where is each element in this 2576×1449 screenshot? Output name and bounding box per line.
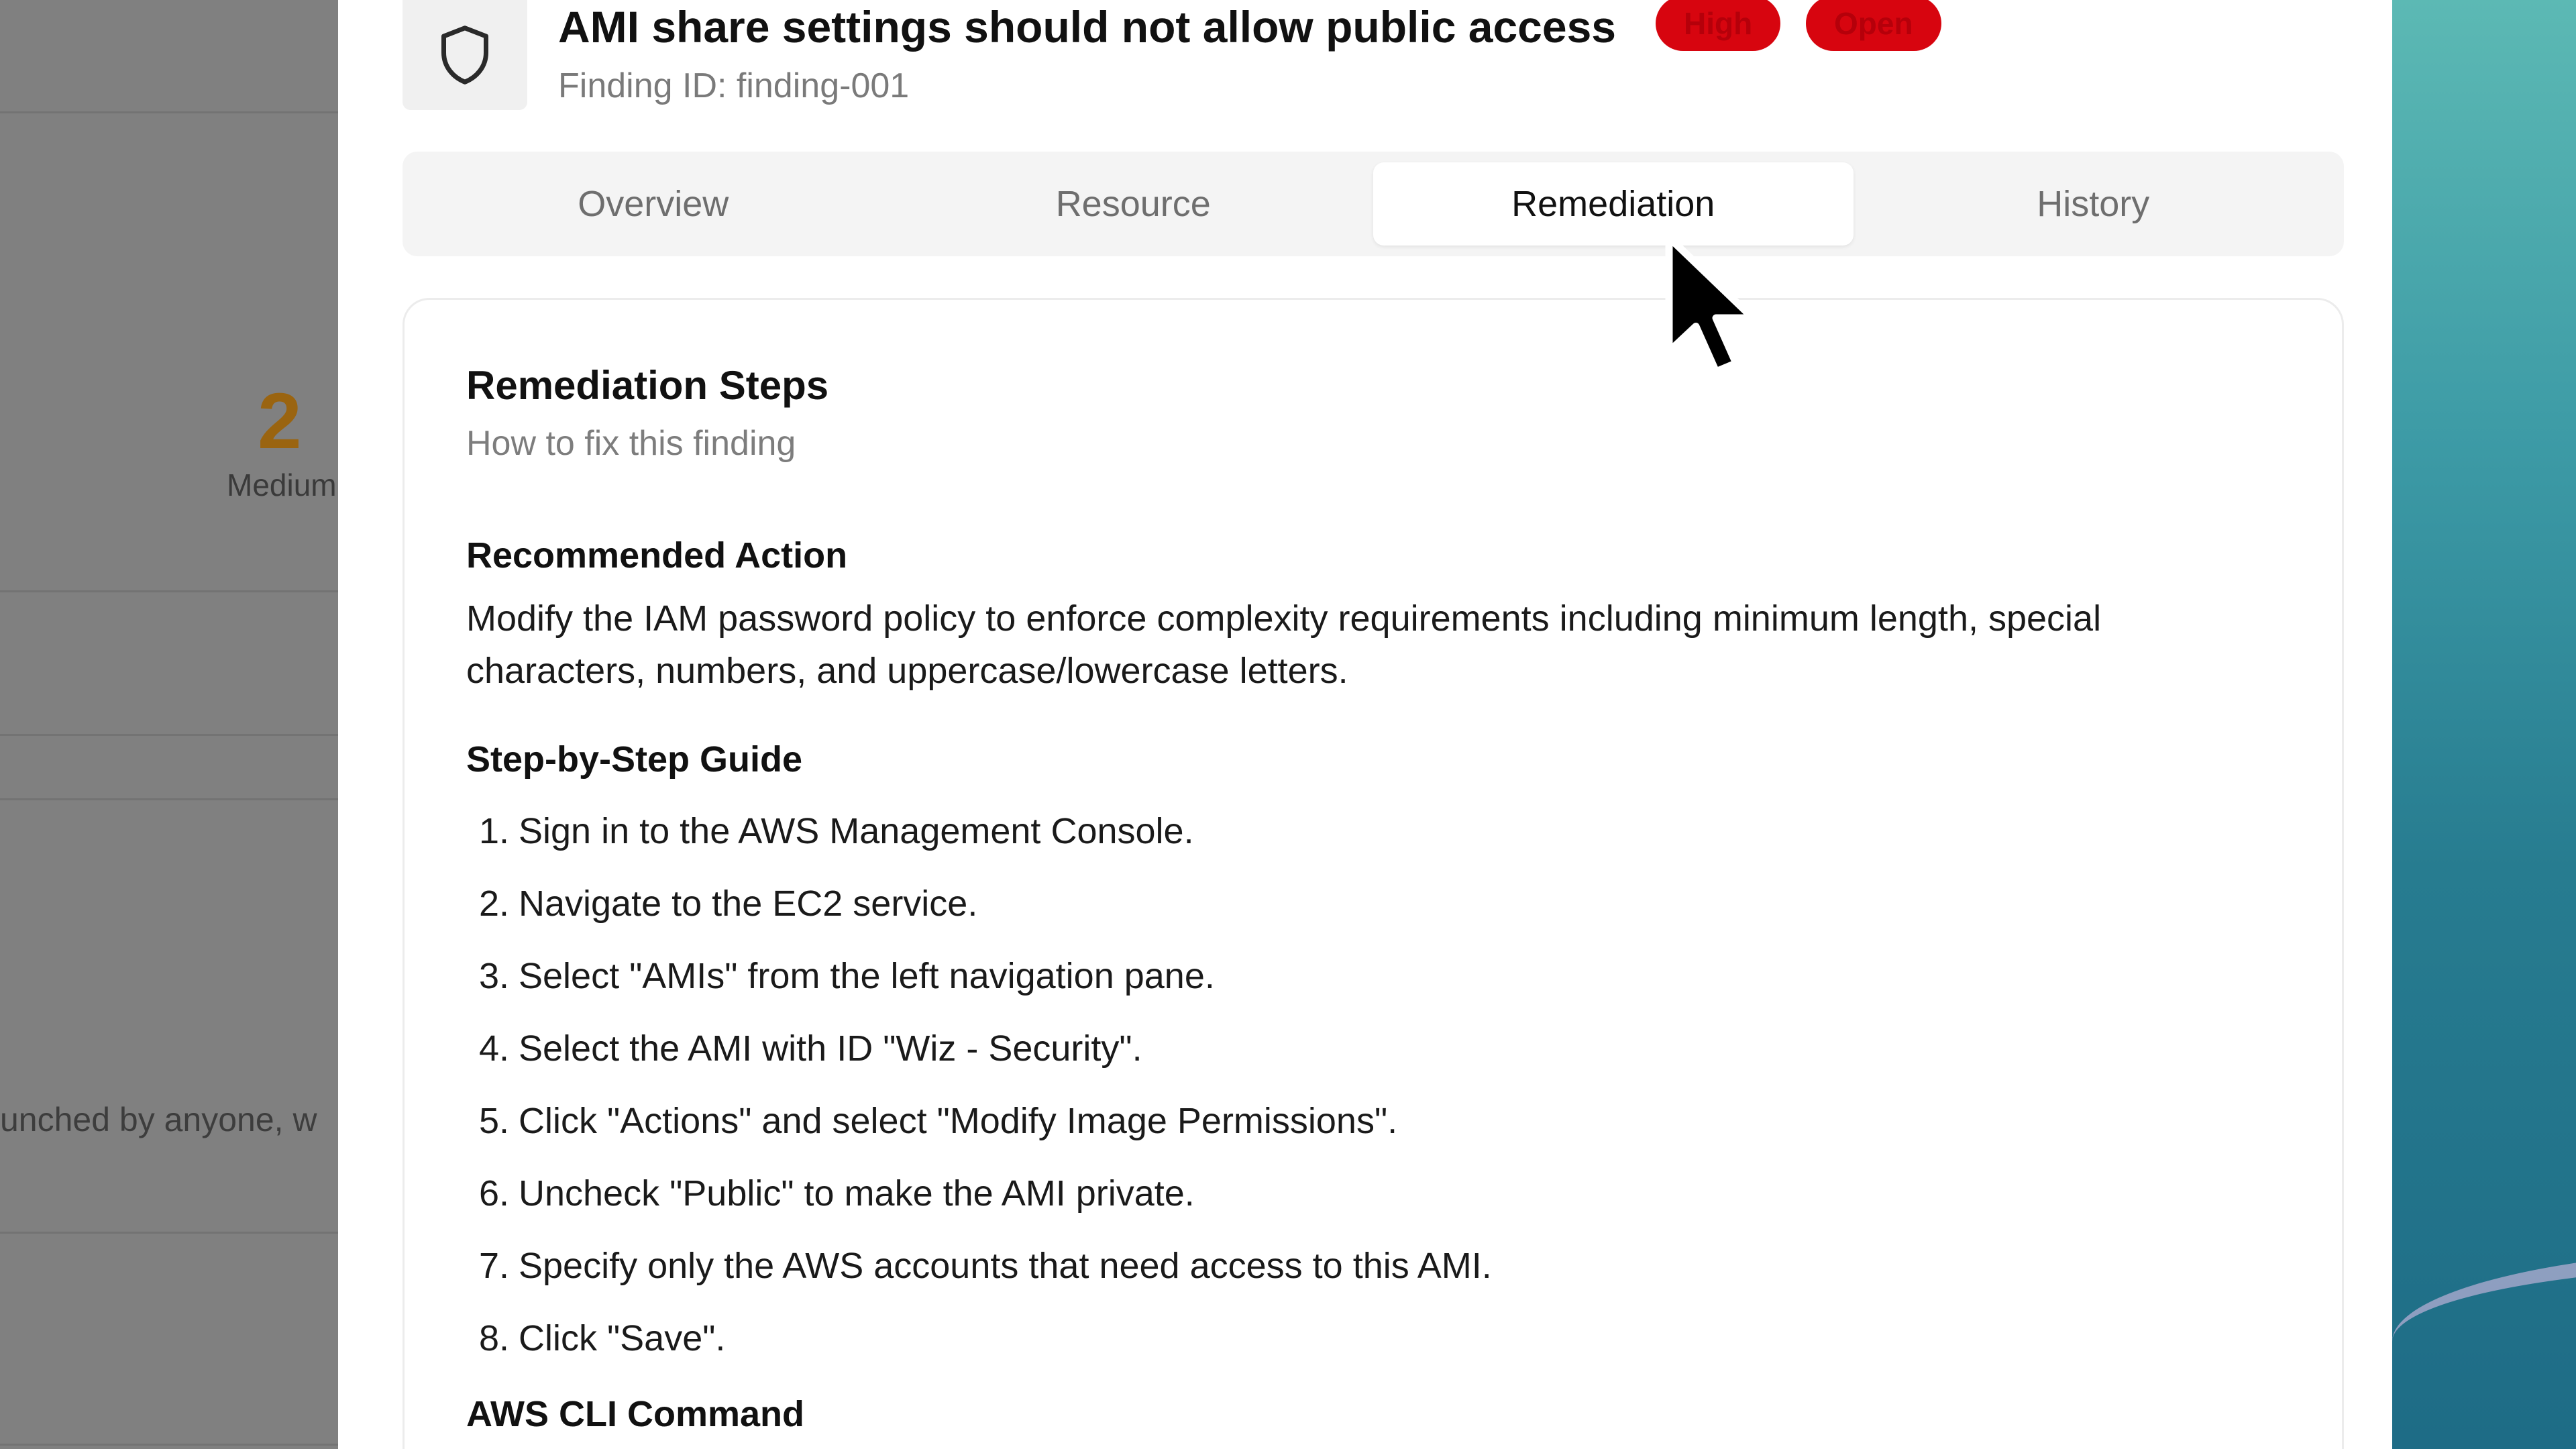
detail-tabs bbox=[402, 152, 2344, 256]
remediation-subtitle: How to fix this finding bbox=[466, 424, 796, 463]
step-text: Sign in to the AWS Management Console. bbox=[519, 811, 1194, 851]
list-item bbox=[466, 1230, 2280, 1302]
severity-badge: High bbox=[1656, 0, 1780, 51]
step-number: 4. bbox=[478, 1028, 509, 1069]
tab-overview[interactable]: Overview bbox=[578, 184, 729, 224]
recommended-action-heading: Recommended Action bbox=[466, 535, 848, 576]
divider bbox=[0, 1232, 338, 1234]
tab-history[interactable]: History bbox=[2037, 184, 2150, 224]
step-guide-heading: Step-by-Step Guide bbox=[466, 739, 803, 780]
step-text: Specify only the AWS accounts that need access to this AMI. bbox=[519, 1246, 1492, 1286]
list-item bbox=[466, 1085, 2280, 1157]
finding-id: Finding ID: finding-001 bbox=[558, 66, 910, 105]
tab-resource[interactable]: Resource bbox=[1055, 184, 1211, 224]
remediation-card bbox=[402, 298, 2344, 1449]
list-item bbox=[466, 867, 2280, 940]
step-text: Click "Save". bbox=[519, 1318, 726, 1358]
recommended-action-text: Modify the IAM password policy to enforce complexity requirements including minimum length, special characters, numbers, and uppercase/lowercase letters. bbox=[466, 598, 2102, 691]
list-item bbox=[466, 1157, 2280, 1230]
background-description: unched by anyone, w bbox=[0, 1101, 317, 1138]
step-text: Uncheck "Public" to make the AMI private. bbox=[519, 1173, 1195, 1214]
step-number: 1. bbox=[478, 811, 509, 851]
divider bbox=[0, 111, 338, 113]
divider bbox=[0, 798, 338, 800]
step-text: Navigate to the EC2 service. bbox=[519, 883, 978, 924]
step-text: Select the AMI with ID "Wiz - Security". bbox=[519, 1028, 1142, 1069]
cli-command-heading: AWS CLI Command bbox=[466, 1394, 805, 1434]
list-item bbox=[466, 1302, 2280, 1375]
finding-title: AMI share settings should not allow public access bbox=[558, 2, 1617, 52]
remediation-title: Remediation Steps bbox=[466, 363, 829, 408]
step-number: 6. bbox=[478, 1173, 509, 1214]
list-item bbox=[466, 795, 2280, 867]
step-number: 7. bbox=[478, 1246, 509, 1286]
medium-label: Medium bbox=[227, 468, 337, 502]
divider bbox=[0, 590, 338, 592]
step-number: 8. bbox=[478, 1318, 509, 1358]
divider bbox=[0, 734, 338, 736]
wallpaper-wave bbox=[2392, 1248, 2576, 1342]
step-number: 5. bbox=[478, 1101, 509, 1141]
step-text: Select "AMIs" from the left navigation pane. bbox=[519, 956, 1215, 996]
list-item bbox=[466, 1012, 2280, 1085]
desktop-wallpaper bbox=[2392, 0, 2576, 1449]
step-number: 3. bbox=[478, 956, 509, 996]
step-number: 2. bbox=[478, 883, 509, 924]
divider bbox=[0, 1444, 338, 1446]
step-list bbox=[466, 795, 2280, 1375]
medium-count: 2 bbox=[258, 377, 302, 466]
finding-icon-box bbox=[402, 0, 527, 110]
finding-detail-drawer bbox=[338, 0, 2392, 1449]
status-badge: Open bbox=[1806, 0, 1941, 51]
list-item bbox=[466, 940, 2280, 1012]
step-text: Click "Actions" and select "Modify Image Permissions". bbox=[519, 1101, 1398, 1141]
shield-icon bbox=[437, 24, 493, 86]
tab-remediation[interactable]: Remediation bbox=[1373, 162, 1854, 246]
background-page bbox=[0, 0, 338, 1449]
